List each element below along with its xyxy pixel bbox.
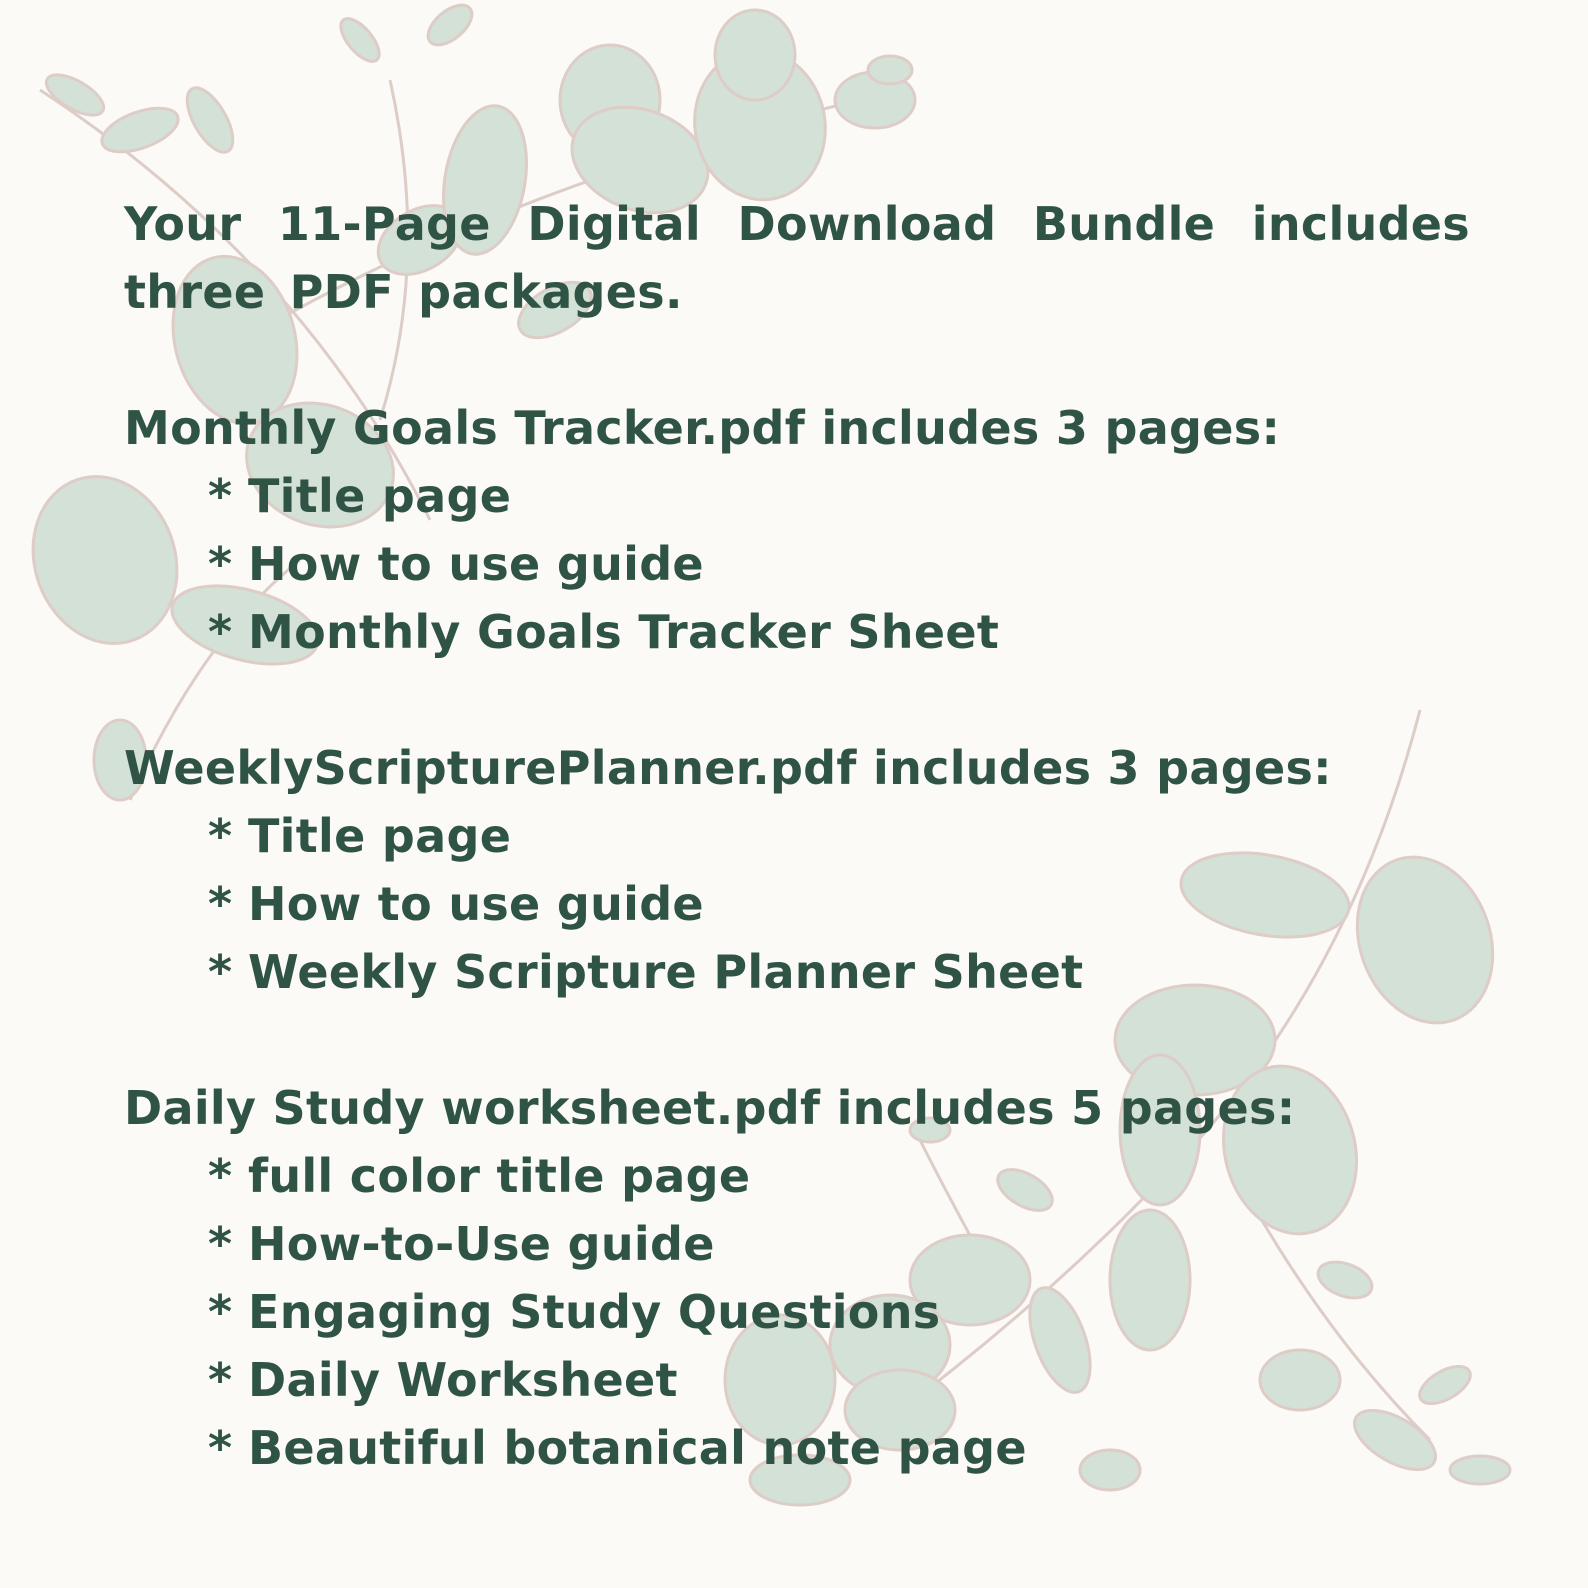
list-item-label: How to use guide [248,877,704,931]
bullet: * [208,605,233,659]
list-item-label: Engaging Study Questions [248,1285,941,1339]
list-item [124,938,1470,1006]
list-item-label: Weekly Scripture Planner Sheet [248,945,1084,999]
list-item [124,802,1470,870]
list-item [124,1414,1470,1482]
list-item [124,1210,1470,1278]
page-list [124,462,1470,666]
bullet: * [208,1421,233,1475]
list-item [124,462,1470,530]
package-section-daily-study [124,1074,1470,1482]
list-item [124,1346,1470,1414]
bullet: * [208,1353,233,1407]
package-title: WeeklyScripturePlanner.pdf includes 3 pages: [124,741,1332,795]
bullet: * [208,809,233,863]
bullet: * [208,945,233,999]
package-section-monthly-goals [124,394,1470,666]
list-item [124,530,1470,598]
bullet: * [208,1217,233,1271]
list-item-label: Beautiful botanical note page [248,1421,1027,1475]
bundle-description [124,190,1470,1482]
list-item-label: Monthly Goals Tracker Sheet [248,605,1000,659]
list-item [124,870,1470,938]
list-item-label: How-to-Use guide [248,1217,715,1271]
list-item [124,1278,1470,1346]
bullet: * [208,1149,233,1203]
bullet: * [208,1285,233,1339]
package-title: Monthly Goals Tracker.pdf includes 3 pages: [124,401,1281,455]
bullet: * [208,877,233,931]
list-item-label: Title page [248,809,512,863]
list-item-label: Daily Worksheet [248,1353,678,1407]
list-item-label: How to use guide [248,537,704,591]
list-item [124,1142,1470,1210]
page-list [124,802,1470,1006]
page-list [124,1142,1470,1482]
list-item [124,598,1470,666]
bundle-intro: Your 11-Page Digital Download Bundle includes three PDF packages. [124,197,1470,319]
package-title: Daily Study worksheet.pdf includes 5 pages: [124,1081,1296,1135]
bullet: * [208,537,233,591]
package-section-weekly-scripture [124,734,1470,1006]
bullet: * [208,469,233,523]
list-item-label: Title page [248,469,512,523]
list-item-label: full color title page [248,1149,751,1203]
